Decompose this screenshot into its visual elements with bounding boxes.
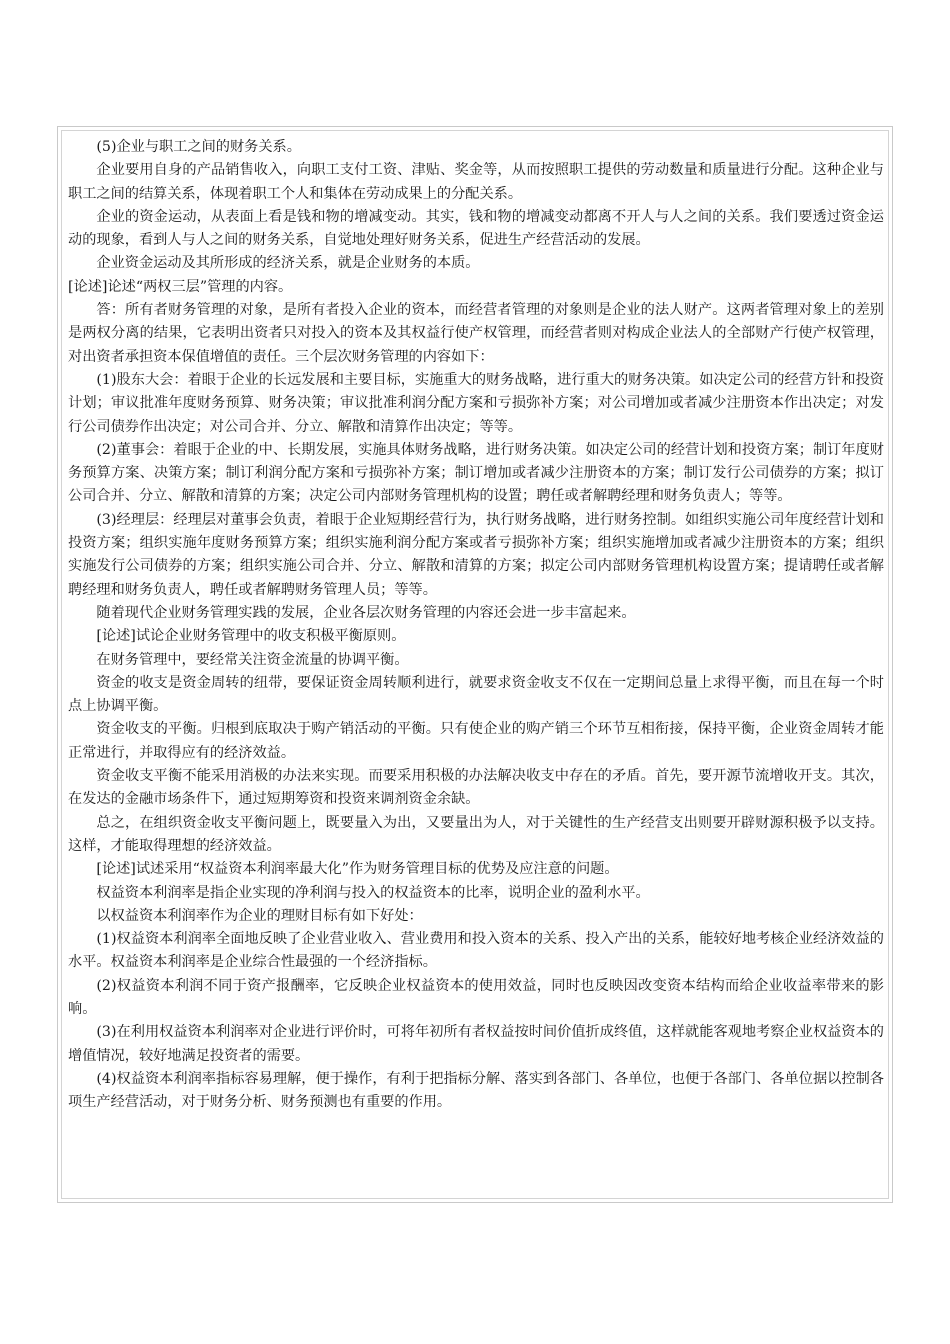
paragraph-3: 企业的资金运动，从表面上看是钱和物的增减变动。其实，钱和物的增减变动都离不开人与人之间的关系。我们要透过资金运动的现象，看到人与人之间的财务关系，自觉地处理好财务关系，促进生产经营活动的发展。 — [68, 208, 884, 249]
paragraph-13: 资金的收支是资金周转的纽带，要保证资金周转顺利进行，就要求资金收支不仅在一定期间总量上求得平衡，而且在每一个时点上协调平衡。 — [68, 674, 884, 715]
paragraph-1: (5)企业与职工之间的财务关系。 — [96, 139, 301, 155]
paragraph-6: 答：所有者财务管理的对象，是所有者投入企业的资本，而经营者管理的对象则是企业的法人财产。这两者管理对象上的差别是两权分离的结果，它表明出资者只对投入的资本及其权益行使产权管理，而经营者则对构成企业法人的全部财产行使产权管理，对出资者承担资本保值增值的责任。三个层次财务管理的内容如下： — [68, 302, 884, 365]
paragraph-23: (4)权益资本利润率指标容易理解，便于操作，有利于把指标分解、落实到各部门、各单位，也便于各部门、各单位据以控制各项生产经营活动，对于财务分析、财务预测也有重要的作用。 — [68, 1070, 884, 1111]
document-frame — [57, 126, 893, 1203]
paragraph-19: 以权益资本利润率作为企业的理财目标有如下好处： — [96, 907, 423, 924]
paragraph-22: (3)在利用权益资本利润率对企业进行评价时，可将年初所有者权益按时间价值折成终值，这样就能客观地考察企业权益资本的增值情况，较好地满足投资者的需要。 — [68, 1024, 884, 1064]
paragraph-2: 企业要用自身的产品销售收入，向职工支付工资、津贴、奖金等，从而按照职工提供的劳动数量和质量进行分配。这种企业与职工之间的结算关系，体现着职工个人和集体在劳动成果上的分配关系。 — [68, 162, 884, 202]
question-heading-3: [论述]试述采用“权益资本利润率最大化”作为财务管理目标的优势及应注意的问题。 — [96, 861, 619, 878]
paragraph-8: (2)董事会：着眼于企业的中、长期发展，实施具体财务战略，进行财务决策。如决定公司的经营计划和投资方案；制订年度财务预算方案、决策方案；制订利润分配方案和亏损弥补方案；制订增加或者减少注册资本的方案；制订发行公司债券的方案；拟订公司合并、分立、解散和清算的方案；决定公司内部财务管理机构的设置；聘任或者解聘经理和财务负责人；等等。 — [68, 441, 884, 505]
paragraph-10: 随着现代企业财务管理实践的发展，企业各层次财务管理的内容还会进一步丰富起来。 — [96, 604, 636, 621]
paragraph-20: (1)权益资本利润率全面地反映了企业营业收入、营业费用和投入资本的关系、投入产出的关系，能较好地考核企业经济效益的水平。权益资本利润率是企业综合性最强的一个经济指标。 — [68, 931, 884, 971]
paragraph-4: 企业资金运动及其所形成的经济关系，就是企业财务的本质。 — [96, 255, 480, 272]
paragraph-14: 资金收支的平衡。归根到底取决于购产销活动的平衡。只有使企业的购产销三个环节互相衔接，保持平衡，企业资金周转才能正常进行，并取得应有的经济效益。 — [68, 721, 884, 761]
document-body — [61, 130, 889, 1199]
paragraph-16: 总之，在组织资金收支平衡问题上，既要量入为出，又要量出为人，对于关键性的生产经营支出则要开辟财源积极予以支持。这样，才能取得理想的经济效益。 — [68, 814, 884, 854]
paragraph-12: 在财务管理中，要经常关注资金流量的协调平衡。 — [96, 651, 409, 668]
paragraph-18: 权益资本利润率是指企业实现的净利润与投入的权益资本的比率，说明企业的盈利水平。 — [96, 884, 650, 901]
question-heading-2: [论述]试论企业财务管理中的收支积极平衡原则。 — [96, 628, 406, 645]
paragraph-7: (1)股东大会：着眼于企业的长远发展和主要目标，实施重大的财务战略，进行重大的财务决策。如决定公司的经营方针和投资计划；审议批准年度财务预算、财务决策；审议批准利润分配方案和亏损弥补方案；对公司增加或者减少注册资本作出决定；对发行公司债券作出决定；对公司合并、分立、解散和清算作出决定；等等。 — [68, 371, 884, 435]
paragraph-15: 资金收支平衡不能采用消极的办法来实现。而要采用积极的办法解决收支中存在的矛盾。首先，要开源节流增收开支。其次，在发达的金融市场条件下，通过短期筹资和投资来调剂资金余缺。 — [68, 768, 884, 808]
paragraph-21: (2)权益资本利润不同于资产报酬率，它反映企业权益资本的使用效益，同时也反映因改变资本结构而给企业收益率带来的影响。 — [68, 977, 884, 1017]
question-heading-1: [论述]论述“两权三层”管理的内容。 — [68, 278, 293, 295]
paragraph-9: (3)经理层：经理层对董事会负责，着眼于企业短期经营行为，执行财务战略，进行财务控制。如组织实施公司年度经营计划和投资方案；组织实施年度财务预算方案；组织实施利润分配方案或者亏损弥补方案；组织实施增加或者减少注册资本的方案；组织实施发行公司债券的方案；组织实施公司合并、分立、解散和清算的方案；拟定公司内部财务管理机构设置方案；提请聘任或者解聘经理和财务负责人，聘任或者解聘财务管理人员；等等。 — [68, 511, 884, 598]
